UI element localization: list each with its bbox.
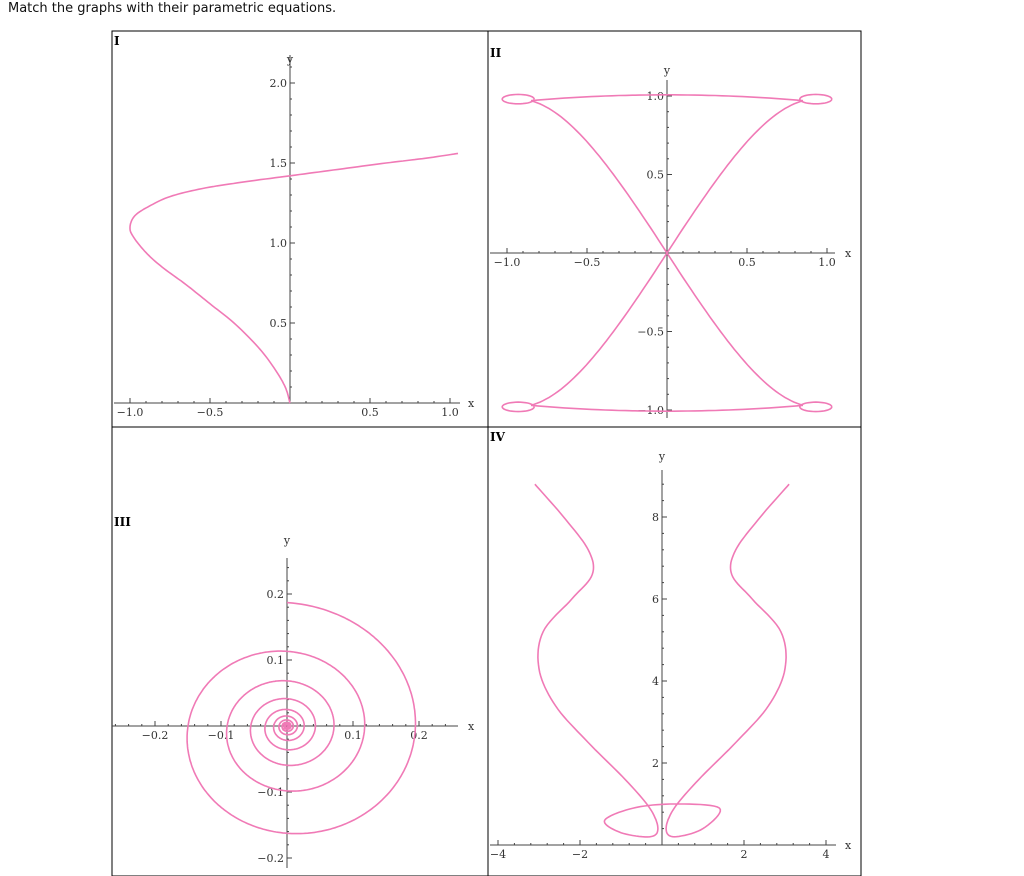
y-tick-label: 8 xyxy=(652,511,659,524)
curve-segment xyxy=(502,94,534,103)
x-tick-label: −0.5 xyxy=(196,406,224,419)
y-tick-label: −0.2 xyxy=(257,852,284,865)
plot-III xyxy=(112,534,475,868)
y-tick-label: 2.0 xyxy=(269,77,287,90)
x-axis-label: x xyxy=(468,397,475,410)
curve-III xyxy=(187,603,415,834)
curve-segment xyxy=(800,402,832,412)
x-tick-label: 0.5 xyxy=(361,406,379,419)
x-tick-label: −1.0 xyxy=(493,256,521,269)
y-tick-label: −1.0 xyxy=(637,404,664,417)
x-axis-label: x xyxy=(468,720,475,733)
x-tick-label: 2 xyxy=(740,848,748,861)
plot-IV xyxy=(490,450,852,861)
panel-label-II: II xyxy=(490,46,502,60)
x-axis-label: x xyxy=(845,247,852,260)
x-tick-label: 0.5 xyxy=(738,256,756,269)
y-tick-label: −0.5 xyxy=(637,325,664,339)
y-tick-label: 0.1 xyxy=(266,654,284,667)
y-tick-label: 1.0 xyxy=(646,90,664,103)
plot-II xyxy=(490,64,852,418)
y-tick-label: 0.5 xyxy=(646,168,664,182)
curve-I xyxy=(130,153,458,403)
y-axis-label: y xyxy=(663,64,671,77)
x-tick-label: −0.1 xyxy=(207,729,235,742)
x-tick-label: −1.0 xyxy=(116,406,144,419)
question-prompt: Match the graphs with their parametric equations. xyxy=(8,1,337,16)
panel-label-I: I xyxy=(114,34,120,48)
y-tick-label: 1.0 xyxy=(269,237,287,250)
x-tick-label: 0.2 xyxy=(410,729,428,742)
x-tick-label: −4 xyxy=(489,848,507,861)
y-axis-label: y xyxy=(283,534,291,547)
x-tick-label: −0.2 xyxy=(141,729,169,742)
y-tick-label: 2 xyxy=(652,757,659,770)
x-tick-label: −2 xyxy=(571,848,589,861)
x-tick-label: 1.0 xyxy=(818,256,836,269)
plot-I xyxy=(114,53,475,419)
curve-segment xyxy=(800,94,832,103)
y-axis-label: y xyxy=(658,450,666,463)
grid-frame xyxy=(112,31,861,876)
panel-label-III: III xyxy=(114,515,131,529)
y-tick-label: −0.1 xyxy=(257,786,284,799)
y-tick-label: 1.5 xyxy=(269,157,287,170)
curve-segment xyxy=(667,253,803,405)
x-tick-label: 0.1 xyxy=(344,729,362,742)
y-tick-label: 0.5 xyxy=(269,317,287,330)
y-axis-label: y xyxy=(286,53,294,66)
x-tick-label: 1.0 xyxy=(441,406,459,419)
curve-segment xyxy=(502,402,534,412)
x-tick-label: −0.5 xyxy=(573,256,601,269)
y-tick-label: 4 xyxy=(652,675,659,688)
x-axis-label: x xyxy=(845,839,852,852)
y-tick-label: 0.2 xyxy=(266,588,284,601)
panel-label-IV: IV xyxy=(490,430,505,444)
y-tick-label: 6 xyxy=(652,593,659,606)
x-tick-label: 4 xyxy=(822,848,830,861)
curve-segment xyxy=(667,101,803,253)
